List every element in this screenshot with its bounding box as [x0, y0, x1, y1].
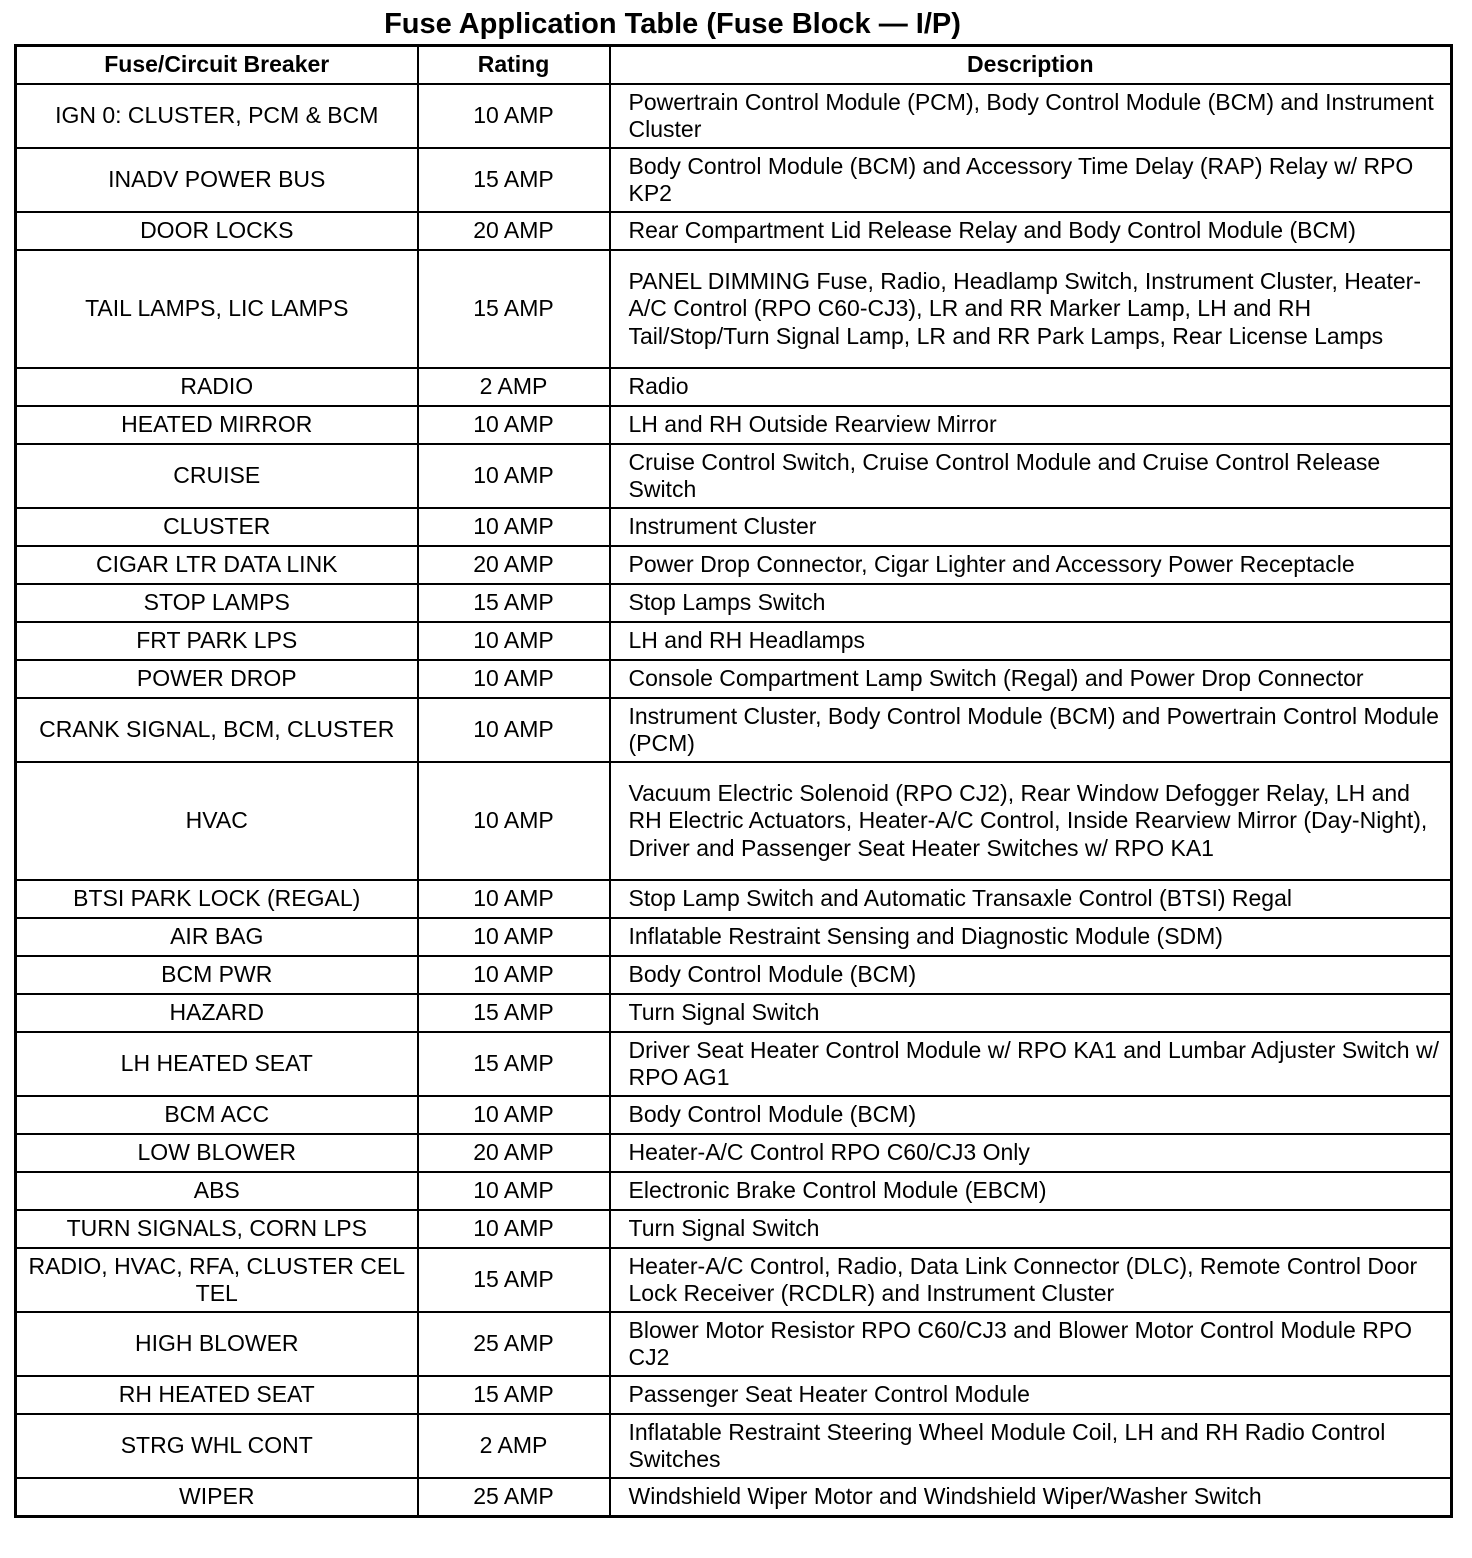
table-row — [16, 1376, 1452, 1414]
fuse-name-cell: LOW BLOWER — [16, 1134, 418, 1172]
table-row — [16, 994, 1452, 1032]
fuse-name-cell: BCM PWR — [16, 956, 418, 994]
rating-cell: 2 AMP — [418, 368, 610, 406]
fuse-name-cell: AIR BAG — [16, 918, 418, 956]
rating-cell: 20 AMP — [418, 1134, 610, 1172]
table-row — [16, 956, 1452, 994]
rating-cell: 15 AMP — [418, 1032, 610, 1096]
fuse-name-cell: HIGH BLOWER — [16, 1312, 418, 1376]
description-cell: Console Compartment Lamp Switch (Regal) and Power Drop Connector — [610, 660, 1452, 698]
rating-cell: 10 AMP — [418, 956, 610, 994]
rating-cell: 10 AMP — [418, 880, 610, 918]
description-cell: Inflatable Restraint Steering Wheel Module Coil, LH and RH Radio Control Switches — [610, 1414, 1452, 1478]
rating-cell: 10 AMP — [418, 508, 610, 546]
column-header-rating: Rating — [418, 46, 610, 85]
description-cell: Body Control Module (BCM) — [610, 1096, 1452, 1134]
fuse-name-cell: CIGAR LTR DATA LINK — [16, 546, 418, 584]
table-row — [16, 406, 1452, 444]
fuse-name-cell: BCM ACC — [16, 1096, 418, 1134]
rating-cell: 15 AMP — [418, 1248, 610, 1312]
table-row — [16, 698, 1452, 762]
fuse-name-cell: DOOR LOCKS — [16, 212, 418, 250]
table-row — [16, 84, 1452, 148]
rating-cell: 10 AMP — [418, 918, 610, 956]
table-row — [16, 1210, 1452, 1248]
rating-cell: 15 AMP — [418, 1376, 610, 1414]
fuse-name-cell: HVAC — [16, 762, 418, 880]
description-cell: Radio — [610, 368, 1452, 406]
table-row — [16, 584, 1452, 622]
rating-cell: 10 AMP — [418, 1210, 610, 1248]
fuse-name-cell: HEATED MIRROR — [16, 406, 418, 444]
fuse-name-cell: CRANK SIGNAL, BCM, CLUSTER — [16, 698, 418, 762]
rating-cell: 10 AMP — [418, 698, 610, 762]
table-header-row — [16, 46, 1452, 85]
description-cell: Driver Seat Heater Control Module w/ RPO KA1 and Lumbar Adjuster Switch w/ RPO AG1 — [610, 1032, 1452, 1096]
rating-cell: 15 AMP — [418, 148, 610, 212]
table-row — [16, 1032, 1452, 1096]
column-header-fuse: Fuse/Circuit Breaker — [16, 46, 418, 85]
description-cell: PANEL DIMMING Fuse, Radio, Headlamp Switch, Instrument Cluster, Heater-A/C Control (RPO C60-CJ3), LR and RR Marker Lamp, LH and RH Tail/Stop/Turn Signal Lamp, LR and RR Park Lamps, Rear License Lamps — [610, 250, 1452, 368]
description-cell: Rear Compartment Lid Release Relay and Body Control Module (BCM) — [610, 212, 1452, 250]
rating-cell: 15 AMP — [418, 584, 610, 622]
rating-cell: 10 AMP — [418, 1172, 610, 1210]
description-cell: LH and RH Outside Rearview Mirror — [610, 406, 1452, 444]
fuse-name-cell: RH HEATED SEAT — [16, 1376, 418, 1414]
table-row — [16, 1134, 1452, 1172]
description-cell: Cruise Control Switch, Cruise Control Module and Cruise Control Release Switch — [610, 444, 1452, 508]
table-row — [16, 918, 1452, 956]
fuse-name-cell: TAIL LAMPS, LIC LAMPS — [16, 250, 418, 368]
rating-cell: 15 AMP — [418, 250, 610, 368]
description-cell: Turn Signal Switch — [610, 994, 1452, 1032]
table-row — [16, 660, 1452, 698]
table-row — [16, 1478, 1452, 1516]
table-row — [16, 1172, 1452, 1210]
rating-cell: 10 AMP — [418, 660, 610, 698]
description-cell: Body Control Module (BCM) — [610, 956, 1452, 994]
fuse-name-cell: INADV POWER BUS — [16, 148, 418, 212]
fuse-name-cell: STOP LAMPS — [16, 584, 418, 622]
table-row — [16, 250, 1452, 368]
page-title: Fuse Application Table (Fuse Block — I/P) — [384, 8, 961, 40]
description-cell: Turn Signal Switch — [610, 1210, 1452, 1248]
rating-cell: 25 AMP — [418, 1478, 610, 1516]
fuse-name-cell: RADIO, HVAC, RFA, CLUSTER CEL TEL — [16, 1248, 418, 1312]
fuse-name-cell: ABS — [16, 1172, 418, 1210]
table-body — [16, 84, 1452, 1516]
description-cell: Instrument Cluster — [610, 508, 1452, 546]
fuse-name-cell: LH HEATED SEAT — [16, 1032, 418, 1096]
table-row — [16, 1096, 1452, 1134]
description-cell: Power Drop Connector, Cigar Lighter and Accessory Power Receptacle — [610, 546, 1452, 584]
column-header-description: Description — [610, 46, 1452, 85]
description-cell: LH and RH Headlamps — [610, 622, 1452, 660]
rating-cell: 10 AMP — [418, 1096, 610, 1134]
description-cell: Heater-A/C Control RPO C60/CJ3 Only — [610, 1134, 1452, 1172]
table-row — [16, 148, 1452, 212]
description-cell: Passenger Seat Heater Control Module — [610, 1376, 1452, 1414]
description-cell: Body Control Module (BCM) and Accessory Time Delay (RAP) Relay w/ RPO KP2 — [610, 148, 1452, 212]
table-row — [16, 1312, 1452, 1376]
description-cell: Powertrain Control Module (PCM), Body Control Module (BCM) and Instrument Cluster — [610, 84, 1452, 148]
description-cell: Blower Motor Resistor RPO C60/CJ3 and Blower Motor Control Module RPO CJ2 — [610, 1312, 1452, 1376]
rating-cell: 15 AMP — [418, 994, 610, 1032]
fuse-name-cell: CRUISE — [16, 444, 418, 508]
rating-cell: 20 AMP — [418, 212, 610, 250]
table-row — [16, 508, 1452, 546]
table-row — [16, 212, 1452, 250]
description-cell: Instrument Cluster, Body Control Module (BCM) and Powertrain Control Module (PCM) — [610, 698, 1452, 762]
table-row — [16, 762, 1452, 880]
fuse-application-table — [14, 44, 1453, 1518]
table-row — [16, 368, 1452, 406]
rating-cell: 10 AMP — [418, 444, 610, 508]
fuse-name-cell: WIPER — [16, 1478, 418, 1516]
table-row — [16, 1248, 1452, 1312]
description-cell: Windshield Wiper Motor and Windshield Wiper/Washer Switch — [610, 1478, 1452, 1516]
description-cell: Stop Lamp Switch and Automatic Transaxle Control (BTSI) Regal — [610, 880, 1452, 918]
description-cell: Electronic Brake Control Module (EBCM) — [610, 1172, 1452, 1210]
fuse-name-cell: RADIO — [16, 368, 418, 406]
table-row — [16, 1414, 1452, 1478]
table-row — [16, 880, 1452, 918]
fuse-name-cell: BTSI PARK LOCK (REGAL) — [16, 880, 418, 918]
table-row — [16, 444, 1452, 508]
rating-cell: 10 AMP — [418, 622, 610, 660]
rating-cell: 20 AMP — [418, 546, 610, 584]
fuse-name-cell: TURN SIGNALS, CORN LPS — [16, 1210, 418, 1248]
rating-cell: 10 AMP — [418, 762, 610, 880]
fuse-name-cell: HAZARD — [16, 994, 418, 1032]
fuse-name-cell: CLUSTER — [16, 508, 418, 546]
description-cell: Inflatable Restraint Sensing and Diagnostic Module (SDM) — [610, 918, 1452, 956]
table-row — [16, 622, 1452, 660]
description-cell: Heater-A/C Control, Radio, Data Link Connector (DLC), Remote Control Door Lock Receiver (RCDLR) and Instrument Cluster — [610, 1248, 1452, 1312]
rating-cell: 10 AMP — [418, 406, 610, 444]
fuse-name-cell: STRG WHL CONT — [16, 1414, 418, 1478]
description-cell: Vacuum Electric Solenoid (RPO CJ2), Rear Window Defogger Relay, LH and RH Electric Actuators, Heater-A/C Control, Inside Rearview Mirror (Day-Night), Driver and Passenger Seat Heater Switches w/ RPO KA1 — [610, 762, 1452, 880]
table-row — [16, 546, 1452, 584]
fuse-name-cell: IGN 0: CLUSTER, PCM & BCM — [16, 84, 418, 148]
fuse-name-cell: FRT PARK LPS — [16, 622, 418, 660]
rating-cell: 2 AMP — [418, 1414, 610, 1478]
rating-cell: 25 AMP — [418, 1312, 610, 1376]
fuse-name-cell: POWER DROP — [16, 660, 418, 698]
rating-cell: 10 AMP — [418, 84, 610, 148]
description-cell: Stop Lamps Switch — [610, 584, 1452, 622]
